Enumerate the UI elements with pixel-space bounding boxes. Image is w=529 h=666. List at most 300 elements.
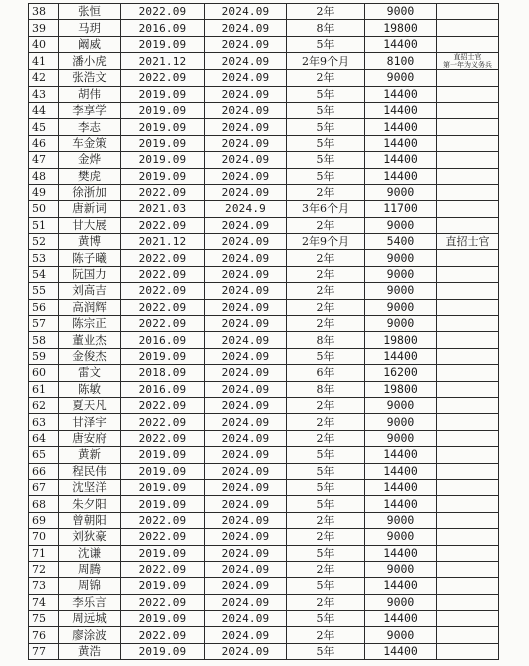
- person-name-cell: 沈谦: [59, 545, 121, 561]
- service-years-cell: 5年: [287, 152, 365, 168]
- row-number-cell: 49: [29, 184, 59, 200]
- row-number-cell: 73: [29, 578, 59, 594]
- table-row: [29, 545, 499, 561]
- amount-cell: 14400: [365, 496, 437, 512]
- start-date-cell: 2021.12: [121, 234, 205, 250]
- start-date-cell: 2022.09: [121, 561, 205, 577]
- row-number-cell: 75: [29, 611, 59, 627]
- end-date-cell: 2024.09: [205, 611, 287, 627]
- row-number-cell: 77: [29, 643, 59, 659]
- service-years-cell: 2年: [287, 430, 365, 446]
- end-date-cell: 2024.09: [205, 217, 287, 233]
- service-years-cell: 2年: [287, 594, 365, 610]
- end-date-cell: 2024.09: [205, 496, 287, 512]
- amount-cell: 14400: [365, 152, 437, 168]
- table-row: [29, 201, 499, 217]
- remark-cell: [437, 397, 499, 413]
- end-date-cell: 2024.09: [205, 234, 287, 250]
- table-row: [29, 152, 499, 168]
- service-years-cell: 5年: [287, 496, 365, 512]
- table-row: [29, 529, 499, 545]
- start-date-cell: 2022.09: [121, 627, 205, 643]
- amount-cell: 14400: [365, 168, 437, 184]
- row-number-cell: 45: [29, 119, 59, 135]
- row-number-cell: 64: [29, 430, 59, 446]
- end-date-cell: 2024.09: [205, 86, 287, 102]
- person-name-cell: 曾朝阳: [59, 512, 121, 528]
- person-name-cell: 李乐言: [59, 594, 121, 610]
- person-name-cell: 陈宗正: [59, 316, 121, 332]
- row-number-cell: 67: [29, 479, 59, 495]
- table-row: [29, 250, 499, 266]
- start-date-cell: 2022.09: [121, 594, 205, 610]
- amount-cell: 14400: [365, 135, 437, 151]
- subsidy-table: [28, 3, 499, 660]
- remark-cell: [437, 266, 499, 282]
- end-date-cell: 2024.09: [205, 561, 287, 577]
- row-number-cell: 71: [29, 545, 59, 561]
- row-number-cell: 43: [29, 86, 59, 102]
- service-years-cell: 2年: [287, 283, 365, 299]
- amount-cell: 14400: [365, 643, 437, 659]
- remark-cell: [437, 463, 499, 479]
- row-number-cell: 56: [29, 299, 59, 315]
- row-number-cell: 59: [29, 348, 59, 364]
- person-name-cell: 金俊杰: [59, 348, 121, 364]
- amount-cell: 14400: [365, 479, 437, 495]
- person-name-cell: 唐新词: [59, 201, 121, 217]
- remark-cell: [437, 168, 499, 184]
- end-date-cell: 2024.09: [205, 578, 287, 594]
- person-name-cell: 雷文: [59, 365, 121, 381]
- end-date-cell: 2024.09: [205, 545, 287, 561]
- end-date-cell: 2024.09: [205, 250, 287, 266]
- amount-cell: 14400: [365, 119, 437, 135]
- amount-cell: 19800: [365, 20, 437, 36]
- end-date-cell: 2024.09: [205, 529, 287, 545]
- table-row: [29, 135, 499, 151]
- service-years-cell: 8年: [287, 332, 365, 348]
- table-row: [29, 447, 499, 463]
- remark-cell: [437, 152, 499, 168]
- person-name-cell: 黄新: [59, 447, 121, 463]
- service-years-cell: 5年: [287, 135, 365, 151]
- remark-cell: [437, 381, 499, 397]
- end-date-cell: 2024.09: [205, 316, 287, 332]
- table-row: [29, 168, 499, 184]
- person-name-cell: 夏天凡: [59, 397, 121, 413]
- remark-cell: [437, 643, 499, 659]
- end-date-cell: 2024.09: [205, 643, 287, 659]
- amount-cell: 14400: [365, 86, 437, 102]
- amount-cell: 19800: [365, 381, 437, 397]
- table-row: [29, 20, 499, 36]
- start-date-cell: 2022.09: [121, 299, 205, 315]
- remark-cell: [437, 561, 499, 577]
- amount-cell: 9000: [365, 217, 437, 233]
- start-date-cell: 2022.09: [121, 414, 205, 430]
- person-name-cell: 唐安府: [59, 430, 121, 446]
- amount-cell: 14400: [365, 348, 437, 364]
- amount-cell: 9000: [365, 430, 437, 446]
- person-name-cell: 金烨: [59, 152, 121, 168]
- service-years-cell: 2年9个月: [287, 53, 365, 70]
- table-row: [29, 266, 499, 282]
- row-number-cell: 58: [29, 332, 59, 348]
- table-row: [29, 332, 499, 348]
- service-years-cell: 2年: [287, 299, 365, 315]
- table-row: [29, 578, 499, 594]
- person-name-cell: 黄浩: [59, 643, 121, 659]
- end-date-cell: 2024.09: [205, 102, 287, 118]
- remark-cell: [437, 430, 499, 446]
- table-row: [29, 479, 499, 495]
- amount-cell: 9000: [365, 316, 437, 332]
- service-years-cell: 5年: [287, 86, 365, 102]
- row-number-cell: 44: [29, 102, 59, 118]
- table-row: [29, 348, 499, 364]
- end-date-cell: 2024.09: [205, 20, 287, 36]
- start-date-cell: 2019.09: [121, 36, 205, 52]
- end-date-cell: 2024.09: [205, 512, 287, 528]
- person-name-cell: 李志: [59, 119, 121, 135]
- service-years-cell: 5年: [287, 119, 365, 135]
- person-name-cell: 周腾: [59, 561, 121, 577]
- person-name-cell: 董业杰: [59, 332, 121, 348]
- amount-cell: 14400: [365, 36, 437, 52]
- start-date-cell: 2019.09: [121, 168, 205, 184]
- start-date-cell: 2019.09: [121, 578, 205, 594]
- service-years-cell: 5年: [287, 36, 365, 52]
- table-row: [29, 299, 499, 315]
- remark-cell: [437, 348, 499, 364]
- person-name-cell: 陈子曦: [59, 250, 121, 266]
- person-name-cell: 周锦: [59, 578, 121, 594]
- remark-cell: [437, 545, 499, 561]
- remark-cell: [437, 299, 499, 315]
- amount-cell: 9000: [365, 4, 437, 20]
- end-date-cell: 2024.09: [205, 266, 287, 282]
- amount-cell: 8100: [365, 53, 437, 70]
- start-date-cell: 2019.09: [121, 643, 205, 659]
- remark-cell: [437, 496, 499, 512]
- end-date-cell: 2024.09: [205, 447, 287, 463]
- amount-cell: 9000: [365, 529, 437, 545]
- start-date-cell: 2019.09: [121, 545, 205, 561]
- row-number-cell: 60: [29, 365, 59, 381]
- table-row: [29, 430, 499, 446]
- start-date-cell: 2021.03: [121, 201, 205, 217]
- service-years-cell: 5年: [287, 102, 365, 118]
- start-date-cell: 2019.09: [121, 119, 205, 135]
- start-date-cell: 2019.09: [121, 152, 205, 168]
- end-date-cell: 2024.09: [205, 365, 287, 381]
- remark-cell: [437, 184, 499, 200]
- end-date-cell: 2024.09: [205, 70, 287, 86]
- row-number-cell: 39: [29, 20, 59, 36]
- service-years-cell: 2年: [287, 529, 365, 545]
- person-name-cell: 张恒: [59, 4, 121, 20]
- start-date-cell: 2019.09: [121, 86, 205, 102]
- remark-cell: [437, 594, 499, 610]
- remark-cell: 直招士官: [437, 234, 499, 250]
- amount-cell: 5400: [365, 234, 437, 250]
- person-name-cell: 程民伟: [59, 463, 121, 479]
- start-date-cell: 2021.12: [121, 53, 205, 70]
- service-years-cell: 5年: [287, 611, 365, 627]
- remark-cell: [437, 119, 499, 135]
- remark-cell: [437, 70, 499, 86]
- table-row: [29, 561, 499, 577]
- end-date-cell: 2024.09: [205, 594, 287, 610]
- row-number-cell: 65: [29, 447, 59, 463]
- table-row: [29, 119, 499, 135]
- remark-cell: [437, 4, 499, 20]
- table-row: [29, 234, 499, 250]
- table-row: [29, 102, 499, 118]
- remark-cell: [437, 201, 499, 217]
- amount-cell: 9000: [365, 250, 437, 266]
- remark-cell: [437, 578, 499, 594]
- end-date-cell: 2024.09: [205, 463, 287, 479]
- remark-cell: [437, 479, 499, 495]
- amount-cell: 9000: [365, 266, 437, 282]
- table-row: [29, 397, 499, 413]
- start-date-cell: 2022.09: [121, 70, 205, 86]
- remark-cell: [437, 86, 499, 102]
- amount-cell: 9000: [365, 283, 437, 299]
- amount-cell: 16200: [365, 365, 437, 381]
- end-date-cell: 2024.09: [205, 119, 287, 135]
- service-years-cell: 8年: [287, 20, 365, 36]
- amount-cell: 9000: [365, 627, 437, 643]
- service-years-cell: 2年: [287, 184, 365, 200]
- service-years-cell: 5年: [287, 643, 365, 659]
- table-row: [29, 36, 499, 52]
- service-years-cell: 5年: [287, 463, 365, 479]
- start-date-cell: 2022.09: [121, 217, 205, 233]
- service-years-cell: 5年: [287, 348, 365, 364]
- person-name-cell: 甘大展: [59, 217, 121, 233]
- service-years-cell: 5年: [287, 447, 365, 463]
- start-date-cell: 2022.09: [121, 512, 205, 528]
- remark-cell: [437, 611, 499, 627]
- row-number-cell: 57: [29, 316, 59, 332]
- table-row: [29, 643, 499, 659]
- amount-cell: 14400: [365, 545, 437, 561]
- table-row: [29, 283, 499, 299]
- row-number-cell: 55: [29, 283, 59, 299]
- start-date-cell: 2019.09: [121, 463, 205, 479]
- start-date-cell: 2018.09: [121, 365, 205, 381]
- remark-line: 第一年为义务兵: [443, 61, 492, 70]
- service-years-cell: 2年: [287, 217, 365, 233]
- amount-cell: 9000: [365, 414, 437, 430]
- amount-cell: 9000: [365, 561, 437, 577]
- amount-cell: 9000: [365, 397, 437, 413]
- person-name-cell: 陈敏: [59, 381, 121, 397]
- amount-cell: 14400: [365, 463, 437, 479]
- person-name-cell: 潘小虎: [59, 53, 121, 70]
- table-row: [29, 4, 499, 20]
- table-row: [29, 217, 499, 233]
- row-number-cell: 62: [29, 397, 59, 413]
- table-row: [29, 381, 499, 397]
- start-date-cell: 2022.09: [121, 397, 205, 413]
- end-date-cell: 2024.09: [205, 152, 287, 168]
- service-years-cell: 2年: [287, 250, 365, 266]
- person-name-cell: 刘狄豪: [59, 529, 121, 545]
- table-row: [29, 86, 499, 102]
- service-years-cell: 6年: [287, 365, 365, 381]
- service-years-cell: 2年: [287, 4, 365, 20]
- amount-cell: 9000: [365, 512, 437, 528]
- row-number-cell: 76: [29, 627, 59, 643]
- start-date-cell: 2016.09: [121, 20, 205, 36]
- end-date-cell: 2024.09: [205, 430, 287, 446]
- service-years-cell: 2年: [287, 627, 365, 643]
- table-row: [29, 594, 499, 610]
- start-date-cell: 2022.09: [121, 283, 205, 299]
- end-date-cell: 2024.09: [205, 168, 287, 184]
- row-number-cell: 70: [29, 529, 59, 545]
- person-name-cell: 朱夕阳: [59, 496, 121, 512]
- service-years-cell: 5年: [287, 479, 365, 495]
- remark-cell: [437, 217, 499, 233]
- person-name-cell: 阮国力: [59, 266, 121, 282]
- amount-cell: 9000: [365, 299, 437, 315]
- row-number-cell: 74: [29, 594, 59, 610]
- row-number-cell: 46: [29, 135, 59, 151]
- start-date-cell: 2022.09: [121, 316, 205, 332]
- person-name-cell: 车金策: [59, 135, 121, 151]
- amount-cell: 9000: [365, 70, 437, 86]
- service-years-cell: 5年: [287, 578, 365, 594]
- service-years-cell: 5年: [287, 545, 365, 561]
- remark-cell: [437, 316, 499, 332]
- row-number-cell: 54: [29, 266, 59, 282]
- person-name-cell: 高润辉: [59, 299, 121, 315]
- row-number-cell: 72: [29, 561, 59, 577]
- person-name-cell: 周远城: [59, 611, 121, 627]
- row-number-cell: 42: [29, 70, 59, 86]
- row-number-cell: 66: [29, 463, 59, 479]
- remark-cell: [437, 447, 499, 463]
- remark-cell: [437, 250, 499, 266]
- remark-cell: [437, 332, 499, 348]
- remark-cell: [437, 102, 499, 118]
- remark-multiline: [437, 53, 498, 69]
- row-number-cell: 51: [29, 217, 59, 233]
- table-row: [29, 627, 499, 643]
- row-number-cell: 41: [29, 53, 59, 70]
- start-date-cell: 2022.09: [121, 250, 205, 266]
- start-date-cell: 2022.09: [121, 529, 205, 545]
- row-number-cell: 61: [29, 381, 59, 397]
- remark-cell: [437, 512, 499, 528]
- start-date-cell: 2019.09: [121, 447, 205, 463]
- person-name-cell: 阚威: [59, 36, 121, 52]
- end-date-cell: 2024.09: [205, 53, 287, 70]
- remark-line: 直招士官: [453, 53, 482, 62]
- end-date-cell: 2024.09: [205, 4, 287, 20]
- remark-cell: [437, 414, 499, 430]
- end-date-cell: 2024.09: [205, 283, 287, 299]
- person-name-cell: 马玥: [59, 20, 121, 36]
- row-number-cell: 69: [29, 512, 59, 528]
- amount-cell: 14400: [365, 102, 437, 118]
- person-name-cell: 樊虎: [59, 168, 121, 184]
- service-years-cell: 2年: [287, 397, 365, 413]
- person-name-cell: 廖涂波: [59, 627, 121, 643]
- end-date-cell: 2024.09: [205, 135, 287, 151]
- person-name-cell: 刘高吉: [59, 283, 121, 299]
- start-date-cell: 2022.09: [121, 430, 205, 446]
- table-row: [29, 414, 499, 430]
- amount-cell: 14400: [365, 611, 437, 627]
- amount-cell: 9000: [365, 184, 437, 200]
- remark-cell: [437, 53, 499, 70]
- table-body: [29, 4, 499, 660]
- end-date-cell: 2024.09: [205, 414, 287, 430]
- end-date-cell: 2024.09: [205, 299, 287, 315]
- service-years-cell: 3年6个月: [287, 201, 365, 217]
- service-years-cell: 2年: [287, 266, 365, 282]
- table-row: [29, 70, 499, 86]
- row-number-cell: 52: [29, 234, 59, 250]
- start-date-cell: 2019.09: [121, 348, 205, 364]
- row-number-cell: 48: [29, 168, 59, 184]
- amount-cell: 19800: [365, 332, 437, 348]
- start-date-cell: 2019.09: [121, 135, 205, 151]
- table-row: [29, 365, 499, 381]
- table-row: [29, 463, 499, 479]
- amount-cell: 9000: [365, 594, 437, 610]
- row-number-cell: 47: [29, 152, 59, 168]
- service-years-cell: 5年: [287, 168, 365, 184]
- person-name-cell: 李享学: [59, 102, 121, 118]
- end-date-cell: 2024.09: [205, 479, 287, 495]
- service-years-cell: 2年9个月: [287, 234, 365, 250]
- remark-cell: [437, 365, 499, 381]
- end-date-cell: 2024.09: [205, 627, 287, 643]
- start-date-cell: 2016.09: [121, 332, 205, 348]
- end-date-cell: 2024.09: [205, 36, 287, 52]
- amount-cell: 14400: [365, 578, 437, 594]
- table-row: [29, 512, 499, 528]
- row-number-cell: 38: [29, 4, 59, 20]
- person-name-cell: 甘泽宇: [59, 414, 121, 430]
- end-date-cell: 2024.09: [205, 332, 287, 348]
- person-name-cell: 黄博: [59, 234, 121, 250]
- service-years-cell: 2年: [287, 512, 365, 528]
- person-name-cell: 徐浙加: [59, 184, 121, 200]
- row-number-cell: 68: [29, 496, 59, 512]
- remark-cell: [437, 36, 499, 52]
- row-number-cell: 50: [29, 201, 59, 217]
- remark-cell: [437, 283, 499, 299]
- service-years-cell: 8年: [287, 381, 365, 397]
- remark-cell: [437, 135, 499, 151]
- start-date-cell: 2019.09: [121, 496, 205, 512]
- start-date-cell: 2022.09: [121, 4, 205, 20]
- start-date-cell: 2019.09: [121, 611, 205, 627]
- table-row: [29, 611, 499, 627]
- document-page: [28, 3, 498, 660]
- service-years-cell: 2年: [287, 70, 365, 86]
- remark-cell: [437, 627, 499, 643]
- service-years-cell: 2年: [287, 561, 365, 577]
